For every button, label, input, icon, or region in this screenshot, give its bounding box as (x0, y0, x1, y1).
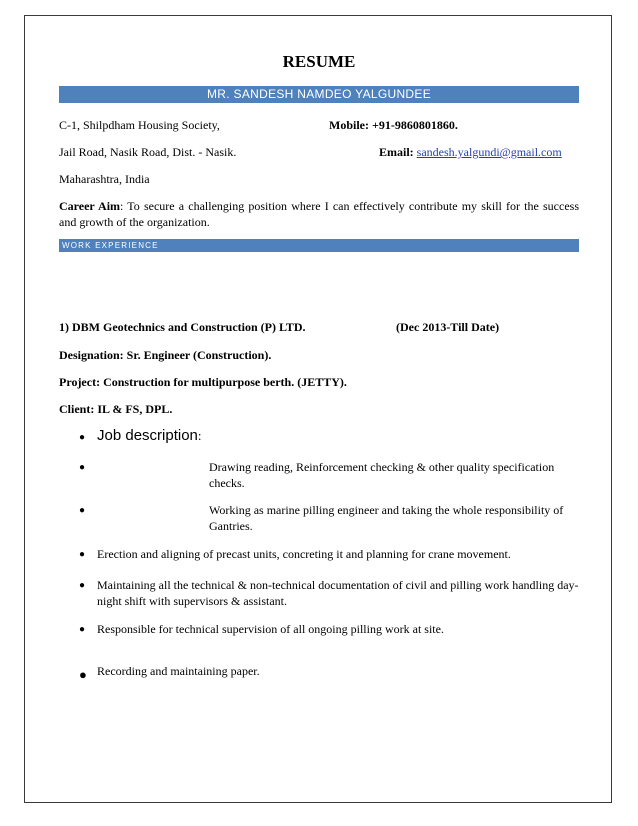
job1-project: Project: Construction for multipurpose berth. (JETTY). (59, 375, 347, 389)
email (379, 145, 562, 160)
bullet-icon: ● (79, 462, 86, 473)
name-header-bar: MR. SANDESH NAMDEO YALGUNDEE (59, 86, 579, 103)
email-link[interactable]: sandesh.yalgundi@gmail.com (416, 145, 562, 159)
career-aim (59, 198, 579, 230)
email-label: Email: (379, 145, 414, 159)
address-line-1: C-1, Shilpdham Housing Society, (59, 118, 220, 132)
job-description-heading (97, 427, 202, 445)
job1-client: Client: IL & FS, DPL. (59, 402, 173, 416)
work-experience-section-bar: WORK EXPERIENCE (59, 239, 579, 252)
bullet-icon: ● (79, 549, 86, 560)
mobile-label: Mobile: (329, 118, 369, 132)
duty-item: Responsible for technical supervision of all ongoing pilling work at site. (97, 622, 444, 636)
duty-item: Working as marine pilling engineer and taking the whole responsibility of Gantries. (209, 503, 564, 533)
duty-item: Maintaining all the technical & non-technical documentation of civil and pilling work handling day-night shift with supervisors & assistant. (97, 578, 579, 608)
address-line-3: Maharashtra, India (59, 172, 150, 186)
bullet-icon: ● (79, 432, 86, 443)
bullet-icon: ● (79, 505, 86, 516)
mobile (329, 118, 458, 133)
duty-item: Erection and aligning of precast units, concreting it and planning for crane movement. (97, 547, 511, 561)
address-line-2: Jail Road, Nasik Road, Dist. - Nasik. (59, 145, 237, 159)
duty-item: Drawing reading, Reinforcement checking & other quality specification checks. (209, 460, 555, 490)
job-description-colon: : (197, 428, 202, 443)
job1-designation: Designation: Sr. Engineer (Construction). (59, 348, 272, 362)
career-aim-label: Career Aim (59, 199, 121, 213)
bullet-icon: ● (79, 624, 86, 635)
mobile-value: +91-9860801860. (372, 118, 458, 132)
resume-title: RESUME (282, 52, 356, 71)
job1-period: (Dec 2013-Till Date) (396, 320, 500, 334)
job1-company: 1) DBM Geotechnics and Construction (P) LTD. (59, 320, 306, 334)
duty-item: Recording and maintaining paper. (97, 664, 260, 678)
career-aim-text: : To secure a challenging position where I can effectively contribute my skill for the success and growth of the organization. (59, 199, 579, 229)
bullet-icon: ● (79, 580, 86, 591)
job-description-label: Job description (97, 427, 198, 444)
bullet-icon: ● (79, 667, 87, 682)
